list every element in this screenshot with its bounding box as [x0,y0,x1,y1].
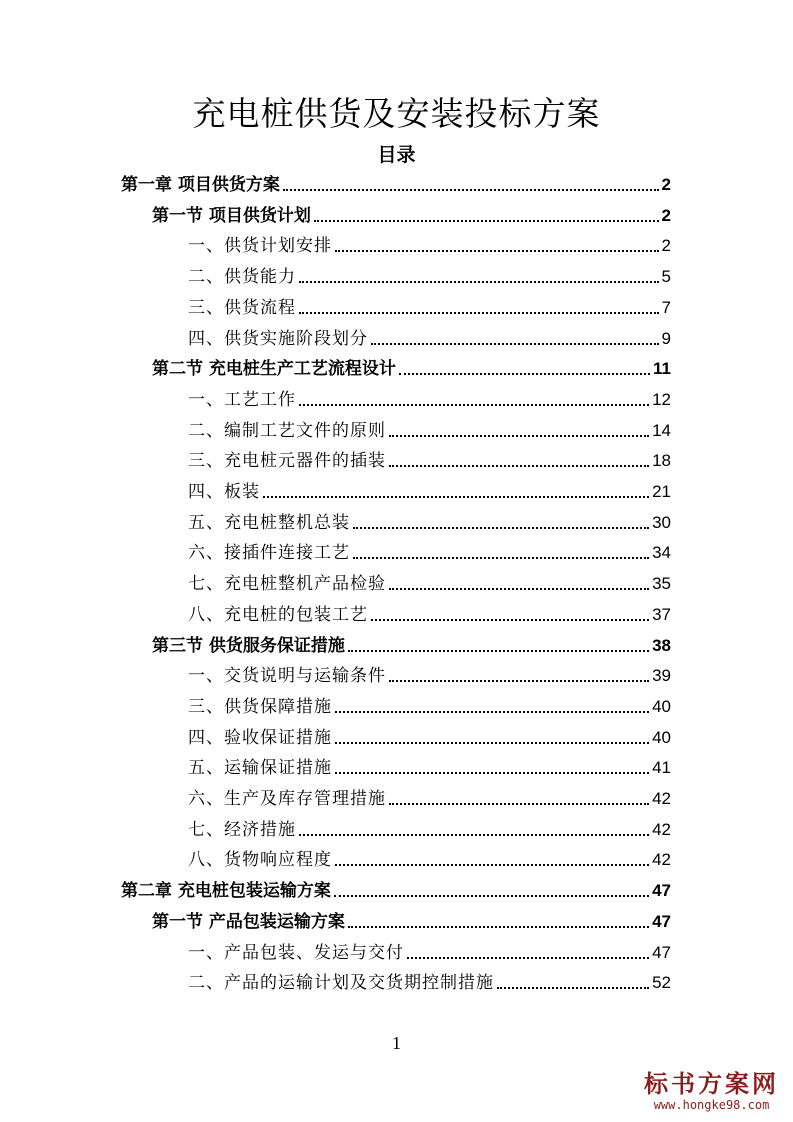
toc-entry-page: 37 [652,605,671,624]
toc-entry-page: 11 [653,359,671,378]
page-number: 1 [392,1033,401,1053]
toc-entry[interactable] [188,965,671,995]
toc-entry-page: 42 [652,850,671,869]
toc-entry-label: 六、生产及库存管理措施 [188,789,386,809]
toc-entry-page: 35 [652,574,671,593]
toc-leader-dots [399,373,650,375]
toc-leader-dots [353,557,649,559]
toc-leader-dots [348,926,649,928]
toc-entry[interactable] [188,474,671,504]
toc-leader-dots [353,527,649,529]
toc-entry-label: 六、接插件连接工艺 [188,543,350,563]
toc-entry[interactable] [188,228,671,258]
toc-leader-dots [335,772,649,774]
toc-entry-page: 7 [661,298,671,317]
toc-entry-label: 八、充电桩的包装工艺 [188,605,368,625]
toc-entry-page: 30 [652,513,671,532]
toc-entry[interactable] [188,535,671,565]
toc-entry[interactable] [188,443,671,473]
toc-entry-page: 47 [652,912,671,931]
toc-leader-dots [389,803,649,805]
toc-entry-page: 52 [652,973,671,992]
toc-entry-label: 第三节 供货服务保证措施 [152,636,345,656]
toc-entry[interactable] [121,167,671,197]
toc-heading: 目录 [377,144,416,166]
toc-entry[interactable] [188,259,671,289]
toc-entry-label: 三、供货流程 [188,298,296,318]
toc-entry-label: 第一章 项目供货方案 [121,175,280,195]
toc-entry-page: 39 [652,666,671,685]
toc-entry[interactable] [188,689,671,719]
toc-entry-label: 七、经济措施 [188,820,296,840]
toc-entry-page: 12 [652,390,671,409]
toc-entry-label: 二、编制工艺文件的原则 [188,421,386,441]
toc-entry[interactable] [152,351,671,381]
toc-leader-dots [335,250,659,252]
toc-leader-dots [371,619,649,621]
toc-leader-dots [314,220,659,222]
toc-entry-label: 一、供货计划安排 [188,236,332,256]
toc-entry-label: 第二章 充电桩包装运输方案 [121,881,331,901]
toc-entry-page: 40 [652,728,671,747]
toc-leader-dots [263,496,649,498]
toc-leader-dots [371,343,659,345]
toc-entry-page: 5 [661,267,671,286]
toc-leader-dots [407,957,649,959]
toc-leader-dots [348,650,649,652]
toc-leader-dots [389,588,649,590]
toc-entry-page: 41 [652,758,671,777]
toc-entry-label: 七、充电桩整机产品检验 [188,574,386,594]
toc-leader-dots [389,465,649,467]
toc-leader-dots [299,312,659,314]
toc-leader-dots [283,189,659,191]
toc-entry-label: 二、产品的运输计划及交货期控制措施 [188,973,494,993]
toc-entry-page: 38 [652,636,671,655]
toc-entry-label: 二、供货能力 [188,267,296,287]
toc-entry-label: 四、供货实施阶段划分 [188,329,368,349]
toc-entry-label: 八、货物响应程度 [188,850,332,870]
toc-entry-page: 18 [652,451,671,470]
toc-leader-dots [389,680,649,682]
toc-entry-label: 四、板装 [188,482,260,502]
toc-leader-dots [389,435,649,437]
toc-entry-label: 一、产品包装、发运与交付 [188,943,404,963]
toc-leader-dots [335,864,649,866]
toc-entry[interactable] [188,812,671,842]
toc-entry-label: 五、充电桩整机总装 [188,513,350,533]
toc-entry[interactable] [188,290,671,320]
toc-entry[interactable] [188,750,671,780]
toc-entry-label: 一、工艺工作 [188,390,296,410]
toc-entry-page: 47 [652,943,671,962]
toc-entry[interactable] [188,382,671,412]
toc-entry-page: 2 [661,175,671,194]
toc-entry-label: 三、供货保障措施 [188,697,332,717]
toc-entry[interactable] [188,781,671,811]
toc-entry-page: 47 [652,881,671,900]
toc-entry[interactable] [188,505,671,535]
toc-entry-label: 第一节 产品包装运输方案 [152,912,345,932]
toc-entry[interactable] [152,628,671,658]
toc-entry-page: 14 [652,421,671,440]
toc-entry-page: 2 [661,236,671,255]
toc-leader-dots [497,987,649,989]
toc-entry[interactable] [188,658,671,688]
toc-entry[interactable] [152,904,671,934]
toc-entry-page: 9 [661,329,671,348]
toc-entry[interactable] [121,873,671,903]
watermark-url: www.hongke98.com [653,1098,770,1112]
document-title: 充电桩供货及安装投标方案 [192,94,601,133]
toc-entry-label: 四、验收保证措施 [188,728,332,748]
toc-entry-page: 2 [661,206,671,225]
toc-entry[interactable] [188,842,671,872]
toc-entry[interactable] [152,198,671,228]
toc-entry[interactable] [188,321,671,351]
toc-entry-page: 34 [652,543,671,562]
toc-leader-dots [335,742,649,744]
toc-leader-dots [299,834,649,836]
toc-entry-label: 一、交货说明与运输条件 [188,666,386,686]
watermark-name: 标书方案网 [644,1070,779,1098]
toc-leader-dots [299,404,649,406]
toc-entry[interactable] [188,935,671,965]
toc-leader-dots [299,281,659,283]
toc-entry[interactable] [188,413,671,443]
toc-entry-page: 21 [652,482,671,501]
toc-entry-label: 第二节 充电桩生产工艺流程设计 [152,359,396,379]
toc-leader-dots [334,895,649,897]
toc-entry[interactable] [188,597,671,627]
toc-entry-page: 40 [652,697,671,716]
toc-entry[interactable] [188,566,671,596]
toc-entry-label: 三、充电桩元器件的插装 [188,451,386,471]
toc-entry-page: 42 [652,820,671,839]
toc-entry-label: 第一节 项目供货计划 [152,206,311,226]
watermark-logo [644,1070,779,1112]
toc-entry[interactable] [188,720,671,750]
toc-entry-page: 42 [652,789,671,808]
toc-leader-dots [335,711,649,713]
toc-entry-label: 五、运输保证措施 [188,758,332,778]
